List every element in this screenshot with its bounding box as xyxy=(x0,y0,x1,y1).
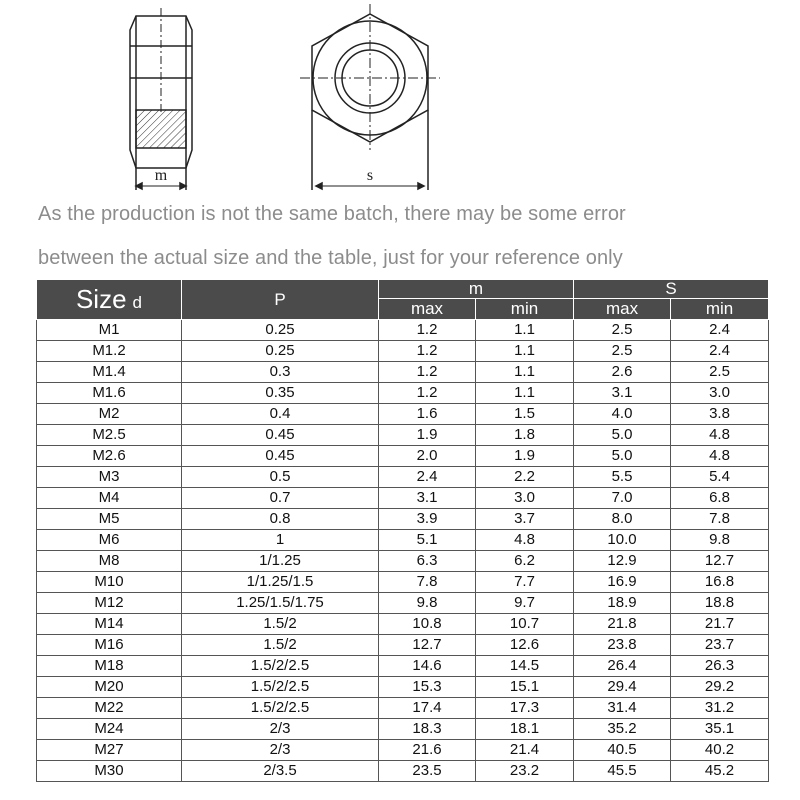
s-max-cell: 26.4 xyxy=(574,656,671,677)
table-row xyxy=(37,530,769,551)
pitch-cell: 1.5/2/2.5 xyxy=(182,677,379,698)
s-min-cell: 7.8 xyxy=(671,509,769,530)
m-max-cell: 18.3 xyxy=(379,719,476,740)
table-row xyxy=(37,488,769,509)
m-max-cell: 17.4 xyxy=(379,698,476,719)
disclaimer-line-2: between the actual size and the table, just for your reference only xyxy=(38,247,623,269)
pitch-cell: 0.25 xyxy=(182,320,379,341)
header-s: S xyxy=(574,280,769,299)
m-max-cell: 1.9 xyxy=(379,425,476,446)
m-min-cell: 1.1 xyxy=(476,362,574,383)
s-min-cell: 21.7 xyxy=(671,614,769,635)
m-min-cell: 18.1 xyxy=(476,719,574,740)
pitch-cell: 0.45 xyxy=(182,425,379,446)
m-min-cell: 1.1 xyxy=(476,320,574,341)
header-m-min: min xyxy=(476,299,574,320)
m-max-cell: 2.0 xyxy=(379,446,476,467)
pitch-cell: 0.45 xyxy=(182,446,379,467)
table-row xyxy=(37,383,769,404)
table-row xyxy=(37,320,769,341)
table-row xyxy=(37,551,769,572)
s-max-cell: 40.5 xyxy=(574,740,671,761)
pitch-cell: 0.8 xyxy=(182,509,379,530)
s-min-cell: 26.3 xyxy=(671,656,769,677)
size-cell: M4 xyxy=(37,488,182,509)
table-body xyxy=(37,320,769,782)
m-min-cell: 17.3 xyxy=(476,698,574,719)
m-max-cell: 7.8 xyxy=(379,572,476,593)
s-max-cell: 2.6 xyxy=(574,362,671,383)
pitch-cell: 2/3.5 xyxy=(182,761,379,782)
s-max-cell: 2.5 xyxy=(574,341,671,362)
size-cell: M5 xyxy=(37,509,182,530)
size-cell: M1.2 xyxy=(37,341,182,362)
size-cell: M20 xyxy=(37,677,182,698)
table-row xyxy=(37,446,769,467)
header-size: Size d xyxy=(37,280,182,320)
side-dimension-label: m xyxy=(154,167,168,184)
s-max-cell: 18.9 xyxy=(574,593,671,614)
s-max-cell: 31.4 xyxy=(574,698,671,719)
m-min-cell: 1.9 xyxy=(476,446,574,467)
m-max-cell: 10.8 xyxy=(379,614,476,635)
m-max-cell: 3.1 xyxy=(379,488,476,509)
m-max-cell: 3.9 xyxy=(379,509,476,530)
s-min-cell: 29.2 xyxy=(671,677,769,698)
s-min-cell: 23.7 xyxy=(671,635,769,656)
m-min-cell: 1.8 xyxy=(476,425,574,446)
table-row xyxy=(37,761,769,782)
s-min-cell: 45.2 xyxy=(671,761,769,782)
s-min-cell: 31.2 xyxy=(671,698,769,719)
pitch-cell: 1.25/1.5/1.75 xyxy=(182,593,379,614)
m-min-cell: 3.7 xyxy=(476,509,574,530)
m-min-cell: 1.1 xyxy=(476,383,574,404)
header-m-max: max xyxy=(379,299,476,320)
size-cell: M14 xyxy=(37,614,182,635)
disclaimer-line-1: As the production is not the same batch, there may be some error xyxy=(38,203,626,225)
s-max-cell: 29.4 xyxy=(574,677,671,698)
m-max-cell: 1.2 xyxy=(379,320,476,341)
pitch-cell: 0.25 xyxy=(182,341,379,362)
s-min-cell: 12.7 xyxy=(671,551,769,572)
s-max-cell: 7.0 xyxy=(574,488,671,509)
hex-nut-drawing xyxy=(0,0,800,200)
s-min-cell: 16.8 xyxy=(671,572,769,593)
table-row xyxy=(37,593,769,614)
size-cell: M10 xyxy=(37,572,182,593)
pitch-cell: 0.4 xyxy=(182,404,379,425)
size-cell: M12 xyxy=(37,593,182,614)
table-row xyxy=(37,635,769,656)
m-max-cell: 1.6 xyxy=(379,404,476,425)
pitch-cell: 1/1.25/1.5 xyxy=(182,572,379,593)
s-max-cell: 8.0 xyxy=(574,509,671,530)
table-row xyxy=(37,362,769,383)
s-max-cell: 45.5 xyxy=(574,761,671,782)
table-row xyxy=(37,698,769,719)
size-cell: M22 xyxy=(37,698,182,719)
size-cell: M2.5 xyxy=(37,425,182,446)
s-max-cell: 5.5 xyxy=(574,467,671,488)
pitch-cell: 2/3 xyxy=(182,740,379,761)
m-min-cell: 10.7 xyxy=(476,614,574,635)
size-spec-table xyxy=(36,279,769,782)
side-view xyxy=(130,8,192,190)
table-row xyxy=(37,572,769,593)
pitch-cell: 0.35 xyxy=(182,383,379,404)
m-min-cell: 21.4 xyxy=(476,740,574,761)
table-row xyxy=(37,719,769,740)
s-min-cell: 5.4 xyxy=(671,467,769,488)
table-row xyxy=(37,404,769,425)
m-min-cell: 12.6 xyxy=(476,635,574,656)
m-max-cell: 2.4 xyxy=(379,467,476,488)
table-row xyxy=(37,656,769,677)
s-min-cell: 3.8 xyxy=(671,404,769,425)
pitch-cell: 1.5/2 xyxy=(182,614,379,635)
s-min-cell: 6.8 xyxy=(671,488,769,509)
pitch-cell: 2/3 xyxy=(182,719,379,740)
size-cell: M1.4 xyxy=(37,362,182,383)
m-max-cell: 12.7 xyxy=(379,635,476,656)
s-min-cell: 18.8 xyxy=(671,593,769,614)
table-row xyxy=(37,341,769,362)
m-max-cell: 6.3 xyxy=(379,551,476,572)
m-min-cell: 6.2 xyxy=(476,551,574,572)
table-row xyxy=(37,677,769,698)
m-max-cell: 5.1 xyxy=(379,530,476,551)
header-s-max: max xyxy=(574,299,671,320)
header-m: m xyxy=(379,280,574,299)
header-s-min: min xyxy=(671,299,769,320)
m-min-cell: 15.1 xyxy=(476,677,574,698)
m-max-cell: 1.2 xyxy=(379,362,476,383)
size-cell: M8 xyxy=(37,551,182,572)
size-cell: M24 xyxy=(37,719,182,740)
table-row xyxy=(37,614,769,635)
m-min-cell: 14.5 xyxy=(476,656,574,677)
pitch-cell: 0.3 xyxy=(182,362,379,383)
size-cell: M2.6 xyxy=(37,446,182,467)
m-min-cell: 7.7 xyxy=(476,572,574,593)
s-min-cell: 9.8 xyxy=(671,530,769,551)
s-max-cell: 21.8 xyxy=(574,614,671,635)
m-max-cell: 21.6 xyxy=(379,740,476,761)
s-max-cell: 5.0 xyxy=(574,446,671,467)
s-max-cell: 12.9 xyxy=(574,551,671,572)
m-max-cell: 23.5 xyxy=(379,761,476,782)
front-view xyxy=(300,4,440,190)
m-max-cell: 15.3 xyxy=(379,677,476,698)
table-row xyxy=(37,509,769,530)
s-max-cell: 4.0 xyxy=(574,404,671,425)
s-min-cell: 3.0 xyxy=(671,383,769,404)
pitch-cell: 1/1.25 xyxy=(182,551,379,572)
size-cell: M6 xyxy=(37,530,182,551)
size-cell: M3 xyxy=(37,467,182,488)
size-cell: M1 xyxy=(37,320,182,341)
pitch-cell: 1.5/2 xyxy=(182,635,379,656)
m-min-cell: 9.7 xyxy=(476,593,574,614)
s-min-cell: 2.4 xyxy=(671,341,769,362)
size-cell: M18 xyxy=(37,656,182,677)
table-row xyxy=(37,425,769,446)
pitch-cell: 1.5/2/2.5 xyxy=(182,656,379,677)
s-min-cell: 40.2 xyxy=(671,740,769,761)
m-max-cell: 14.6 xyxy=(379,656,476,677)
m-max-cell: 1.2 xyxy=(379,383,476,404)
m-max-cell: 9.8 xyxy=(379,593,476,614)
pitch-cell: 0.7 xyxy=(182,488,379,509)
s-min-cell: 2.5 xyxy=(671,362,769,383)
s-max-cell: 5.0 xyxy=(574,425,671,446)
table-row xyxy=(37,740,769,761)
s-max-cell: 16.9 xyxy=(574,572,671,593)
m-min-cell: 2.2 xyxy=(476,467,574,488)
front-dimension-label: s xyxy=(366,167,374,184)
size-cell: M2 xyxy=(37,404,182,425)
pitch-cell: 0.5 xyxy=(182,467,379,488)
size-cell: M1.6 xyxy=(37,383,182,404)
m-min-cell: 3.0 xyxy=(476,488,574,509)
table-row xyxy=(37,467,769,488)
s-min-cell: 2.4 xyxy=(671,320,769,341)
pitch-cell: 1 xyxy=(182,530,379,551)
m-min-cell: 1.5 xyxy=(476,404,574,425)
s-max-cell: 3.1 xyxy=(574,383,671,404)
size-cell: M30 xyxy=(37,761,182,782)
m-min-cell: 4.8 xyxy=(476,530,574,551)
size-cell: M16 xyxy=(37,635,182,656)
s-max-cell: 35.2 xyxy=(574,719,671,740)
s-max-cell: 2.5 xyxy=(574,320,671,341)
m-min-cell: 1.1 xyxy=(476,341,574,362)
m-max-cell: 1.2 xyxy=(379,341,476,362)
m-min-cell: 23.2 xyxy=(476,761,574,782)
s-min-cell: 35.1 xyxy=(671,719,769,740)
size-cell: M27 xyxy=(37,740,182,761)
s-max-cell: 23.8 xyxy=(574,635,671,656)
s-min-cell: 4.8 xyxy=(671,425,769,446)
pitch-cell: 1.5/2/2.5 xyxy=(182,698,379,719)
header-pitch: P xyxy=(182,280,379,320)
s-max-cell: 10.0 xyxy=(574,530,671,551)
s-min-cell: 4.8 xyxy=(671,446,769,467)
